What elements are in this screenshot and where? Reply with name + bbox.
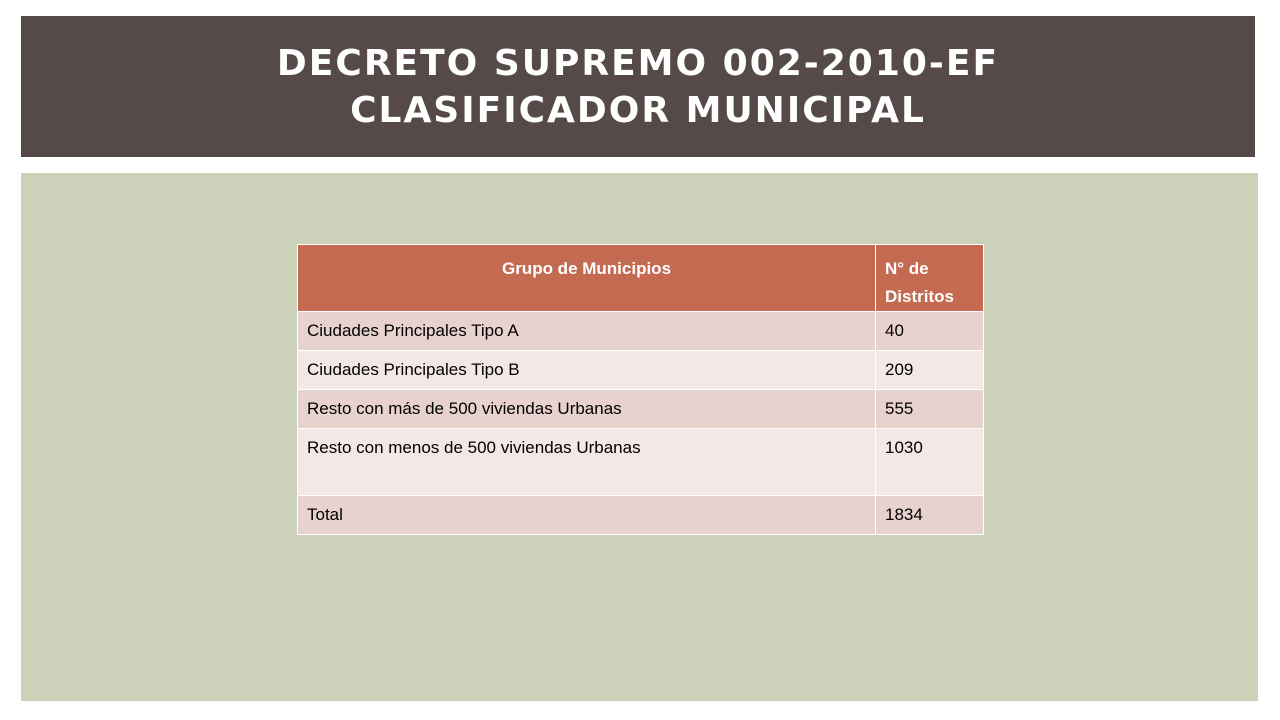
municipal-classification-table [297,244,984,535]
row-count-cell: 555 [876,390,984,429]
table-row [298,390,984,429]
slide-title-bar [21,16,1255,157]
row-group-cell: Ciudades Principales Tipo B [298,351,876,390]
table-row [298,429,984,496]
header-numero-de-distritos: N° de Distritos [876,245,984,312]
table-row [298,351,984,390]
row-group-cell: Resto con menos de 500 viviendas Urbanas [298,429,876,496]
slide-title-line-2: CLASIFICADOR MUNICIPAL [350,89,926,131]
table-header-row [298,245,984,312]
table-row [298,312,984,351]
row-group-cell: Resto con más de 500 viviendas Urbanas [298,390,876,429]
total-label-cell: Total [298,496,876,535]
table-total-row [298,496,984,535]
header-grupo-de-municipios: Grupo de Municipios [298,245,876,312]
row-count-cell: 209 [876,351,984,390]
total-count-cell: 1834 [876,496,984,535]
row-group-cell: Ciudades Principales Tipo A [298,312,876,351]
row-count-cell: 40 [876,312,984,351]
row-count-cell: 1030 [876,429,984,496]
slide-title-line-1: DECRETO SUPREMO 002-2010-EF [276,42,1000,84]
